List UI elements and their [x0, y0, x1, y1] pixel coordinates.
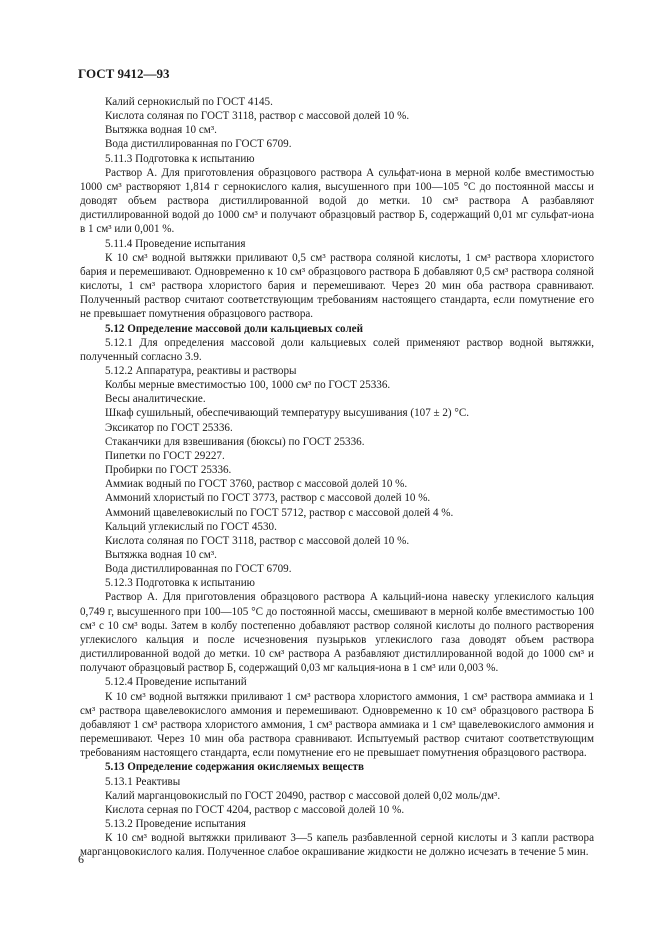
paragraph: К 10 см³ водной вытяжки приливают 0,5 см³ раствора соляной кислоты, 1 см³ раствора хлористого бария и перемешивают. Одновременно к 10 см³ образцового раствора Б добавляют 0,5 см³ раствора соляной кислоты, 1 см³ раствора хлористого бария и перемешивают. Через 20 мин оба раствора сравнивают. Полученный раствор считают соответствующим требованиям настоящего стандарта, если помутнение его не превышает помутнения образцового раствора. [80, 251, 594, 321]
paragraph: 5.13.1 Реактивы [105, 775, 181, 788]
paragraph: 5.11.3 Подготовка к испытанию [105, 152, 255, 165]
paragraph: К 10 см³ водной вытяжки приливают 1 см³ раствора хлористого аммония, 1 см³ раствора аммиака и 1 см³ раствора щавелевокислого аммония и перемешивают. Одновременно к 10 см³ образцового раствора Б добавляют 1 см³ раствора хлористого аммония, 1 см³ раствора аммиака и 1 см³ щавелевокислого аммония и перемешивают. Через 10 мин оба раствора сравнивают. Испытуемый раствор считают соответствующим требованиям настоящего стандарта, если помутнение его не превышает помутнения образцового раствора. [80, 690, 594, 760]
paragraph: 5.12.4 Проведение испытаний [105, 676, 247, 689]
paragraph: Стаканчики для взвешивания (бюксы) по ГОСТ 25336. [105, 435, 365, 448]
document-header: ГОСТ 9412—93 [78, 66, 170, 81]
paragraph: Кислота соляная по ГОСТ 3118, раствор с массовой долей 10 %. [105, 110, 410, 123]
paragraph: Кислота серная по ГОСТ 4204, раствор с массовой долей 10 %. [105, 803, 405, 816]
paragraph: Раствор А. Для приготовления образцового раствора А сульфат-иона в мерной колбе вместимостью 1000 см³ растворяют 1,814 г сернокислого калия, высушенного при 100—105 °С до постоянной массы и доводят объем раствора дистиллированной водой до метки. 10 см³ раствора А разбавляют дистиллированной водой до 1000 см³ и получают образцовый раствор Б, содержащий 0,01 мг сульфат-иона в 1 см³ или 0,001 %. [80, 166, 594, 236]
paragraph: К 10 см³ водной вытяжки приливают 3—5 капель разбавленной серной кислоты и 3 капли раствора марганцовокислого калия. Полученное слабое окрашивание жидкости не должно исчезать в течение 5 мин. [80, 832, 594, 859]
paragraph: Вытяжка водная 10 см³. [105, 124, 217, 137]
paragraph: 5.12.2 Аппаратура, реактивы и растворы [105, 364, 297, 377]
paragraph: Раствор А. Для приготовления образцового раствора А кальций-иона навеску углекислого кальция 0,749 г, высушенного при 100—105 °С до постоянной массы, смешивают в мерной колбе вместимостью 100 см³ с 10 см³ воды. Затем в колбу постепенно добавляют раствор соляной кислоты до полного растворения углекислого кальция и после исчезновения пузырьков углекислого газа доводят объем раствора дистиллированной водой до метки. 10 см³ раствора А разбавляют дистиллированной водой до 1000 см³ и получают образцовый раствор Б, содержащий 0,03 мг кальция-иона в 1 см³ или 0,003 %. [80, 591, 594, 675]
paragraph: Кальций углекислый по ГОСТ 4530. [105, 520, 277, 533]
paragraph: Колбы мерные вместимостью 100, 1000 см³ по ГОСТ 25336. [105, 379, 391, 392]
document-body [80, 95, 594, 859]
paragraph: Вода дистиллированная по ГОСТ 6709. [105, 138, 292, 151]
paragraph: Вытяжка водная 10 см³. [105, 549, 217, 561]
paragraph: Аммоний хлористый по ГОСТ 3773, раствор с массовой долей 10 %. [105, 492, 431, 505]
paragraph: Пипетки по ГОСТ 29227. [105, 449, 225, 462]
paragraph: 5.12.3 Подготовка к испытанию [105, 577, 255, 590]
paragraph: Эксикатор по ГОСТ 25336. [105, 421, 233, 434]
paragraph: Шкаф сушильный, обеспечивающий температуру высушивания (107 ± 2) °С. [105, 407, 469, 420]
paragraph: 5.12 Определение массовой доли кальциевых солей [105, 322, 363, 335]
paragraph: 5.12.1 Для определения массовой доли кальциевых солей применяют раствор водной вытяжки, полученный согласно 3.9. [80, 336, 594, 363]
paragraph: 5.11.4 Проведение испытания [105, 237, 246, 250]
paragraph: Аммиак водный по ГОСТ 3760, раствор с массовой долей 10 %. [105, 478, 408, 491]
paragraph: 5.13.2 Проведение испытания [105, 817, 246, 830]
paragraph: Вода дистиллированная по ГОСТ 6709. [105, 563, 292, 576]
paragraph: Пробирки по ГОСТ 25336. [105, 464, 232, 477]
paragraph: Аммоний щавелевокислый по ГОСТ 5712, раствор с массовой долей 4 %. [105, 506, 454, 519]
page-number: 6 [78, 852, 84, 866]
paragraph: Калий сернокислый по ГОСТ 4145. [105, 96, 273, 108]
paragraph: Калий марганцовокислый по ГОСТ 20490, раствор с массовой долей 0,02 моль/дм³. [105, 789, 501, 802]
paragraph: 5.13 Определение содержания окисляемых веществ [105, 761, 364, 774]
paragraph: Весы аналитические. [105, 393, 206, 406]
paragraph: Кислота соляная по ГОСТ 3118, раствор с массовой долей 10 %. [105, 534, 410, 547]
